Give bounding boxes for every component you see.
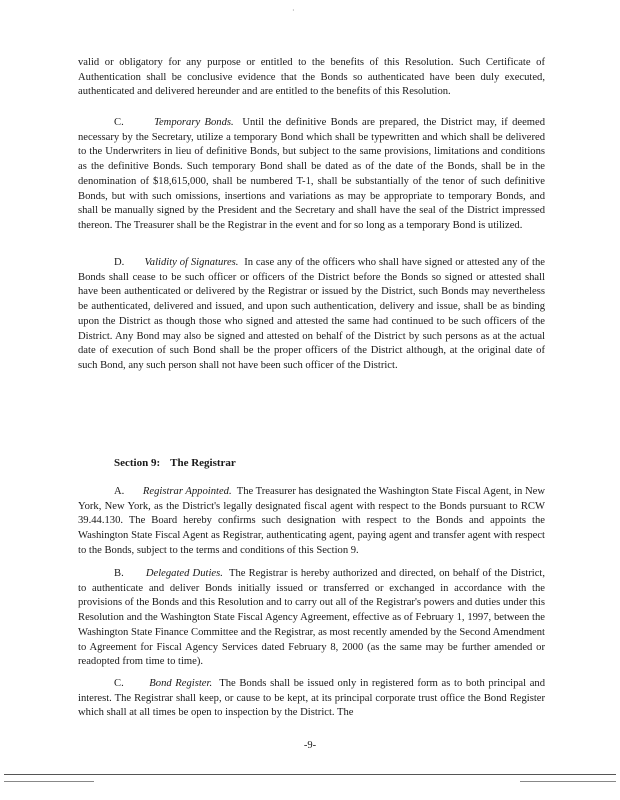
- paragraph-text: Until the definitive Bonds are prepared, the District may, if deemed necessary by the Secretary, utilize a temporary Bond which shall be typewritten and which shall be delivered to the Underwriters in lieu of definitive Bonds, but subject to the same provisions, limitations and conditions as the definitive Bonds. Such temporary Bond shall be dated as of the date of the Bonds, shall be in the denomination of $18,615,000, shall be numbered T-1, shall be substantially of the tenor of such definitive Bonds, but with such omissions, insertions and variations as may be appropriate to temporary Bonds, and shall be manually signed by the President and the Secretary and shall have the seal of the District impressed thereon. The Treasurer shall be the Registrar in the event and for so long as a temporary Bond is utilized.: [78, 117, 546, 231]
- paragraph-registrar-appointed: [78, 485, 545, 559]
- page-number: -9-: [303, 740, 317, 751]
- paragraph-text: valid or obligatory for any purpose or entitled to the benefits of this Resolution. Such Certificate of Authentication shall be conclusive evidence that the Bonds so authenticated have been duly executed, authenticated and delivered hereunder and are entitled to the benefits of this Resolution.: [78, 57, 545, 98]
- paragraph-title: Temporary Bonds.: [154, 117, 234, 128]
- paragraph-label: C.: [114, 678, 124, 689]
- section-title: The Registrar: [170, 457, 236, 469]
- paragraph-text: The Registrar is hereby authorized and directed, on behalf of the District, to authenticate and deliver Bonds initially issued or transferred or exchanged in accordance with the provisions of the Bonds and this Resolution and to carry out all of the Registrar's powers and duties under this Resolution and the Washington State Fiscal Agency Agreement, effective as of February 1, 1997, between the Washington State Finance Committee and the Registrar, as most recently amended by the Second Amendment to Agreement for Fiscal Agency Services dated February 8, 2000 (as the same may be further amended or readopted from time to time).: [78, 568, 546, 668]
- scan-mark: ·: [292, 6, 295, 15]
- paragraph-label: B.: [114, 568, 124, 579]
- section-heading: [114, 457, 236, 469]
- paragraph-text: In case any of the officers who shall have signed or attested any of the Bonds shall cease to be such officer or officers of the District before the Bonds so signed or attested shall have been authenticated or delivered by the Registrar or issued by the District, such Bonds may nevertheless be authenticated, delivered and issued, and upon such authentication, delivery and issue, shall be as binding upon the District as though those who signed and attested the same had continued to be such officers of the District. Any Bond may also be signed and attested on behalf of the District by such persons as at the actual date of execution of such Bond shall be the proper officers of the District although, at the original date of such Bond, any such person shall not have been such officer of the District.: [78, 257, 545, 371]
- paragraph-bond-register: [78, 677, 545, 721]
- section-number: Section 9:: [114, 457, 161, 469]
- paragraph-continuation: [78, 56, 545, 100]
- paragraph-title: Delegated Duties.: [145, 568, 223, 579]
- footer-rule: [4, 774, 616, 775]
- paragraph-text: The Bonds shall be issued only in registered form as to both principal and interest. The Registrar shall keep, or cause to be kept, at its principal corporate trust office the Bond Register which shall at all times be open to inspection by the District. The: [78, 678, 546, 719]
- paragraph-title: Registrar Appointed.: [142, 486, 232, 497]
- paragraph-temporary-bonds: [78, 116, 545, 234]
- paragraph-delegated-duties: [78, 567, 545, 670]
- paragraph-title: Bond Register.: [149, 678, 213, 689]
- paragraph-title: Validity of Signatures.: [144, 257, 239, 268]
- footer-rule-short: [4, 781, 94, 782]
- paragraph-label: A.: [114, 486, 125, 497]
- paragraph-label: C.: [114, 117, 124, 128]
- footer-rule-short-right: [520, 781, 616, 782]
- paragraph-text: The Treasurer has designated the Washington State Fiscal Agent, in New York, New York, as the District's legally designated fiscal agent with respect to the Bonds pursuant to RCW 39.44.130. The Board hereby confirms such designation with respect to the Bonds and appoints the Washington State Fiscal Agent as Registrar, authenticating agent, paying agent and transfer agent with respect to the Bonds, subject to the terms and conditions of this Section 9.: [78, 486, 545, 556]
- paragraph-label: D.: [114, 257, 125, 268]
- paragraph-validity-of-signatures: [78, 256, 545, 374]
